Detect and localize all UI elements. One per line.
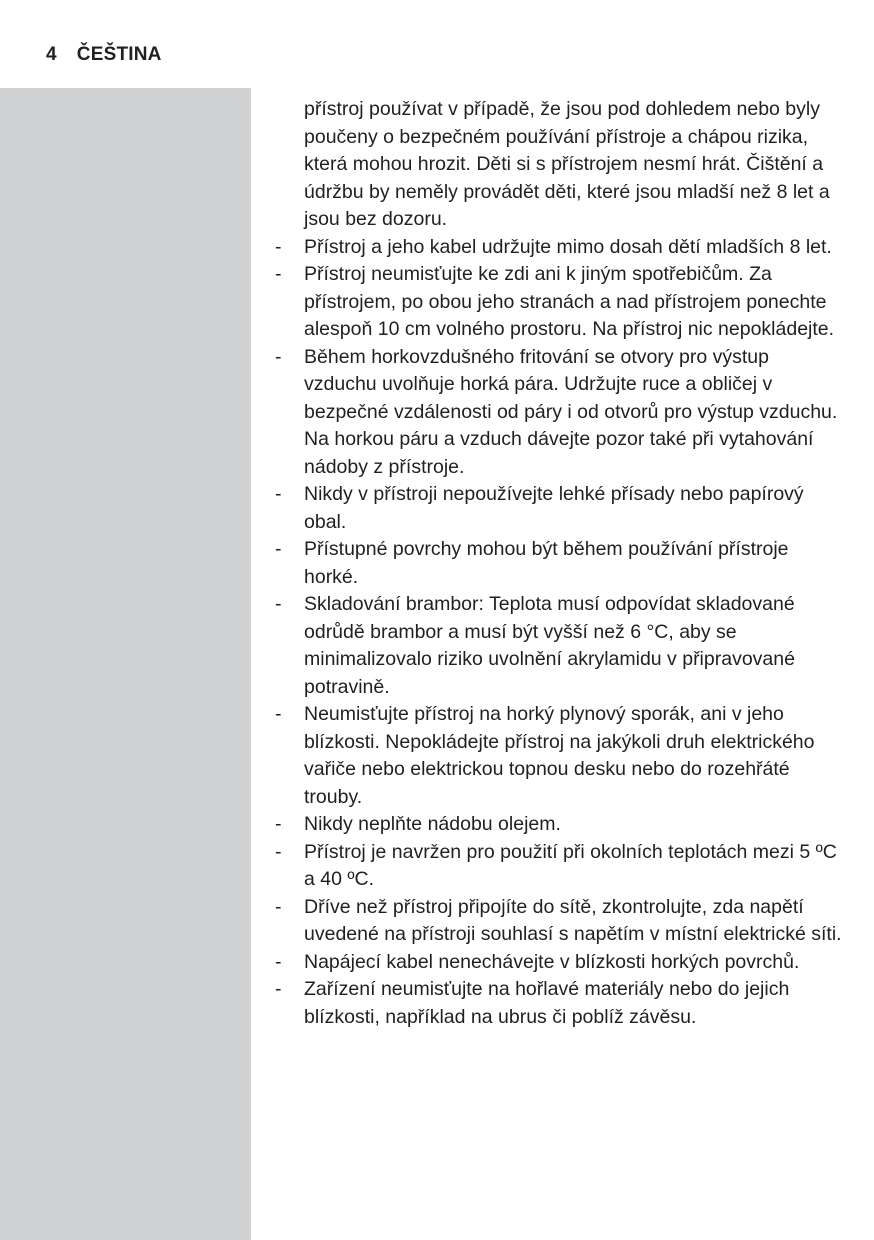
list-item-text: Přístroj neumisťujte ke zdi ani k jiným spotřebičům. Za přístrojem, po obou jeho stranách a nad přístrojem ponechte alespoň 10 cm volného prostoru. Na přístroj nic nepokládejte. [304, 263, 835, 340]
list-item [275, 811, 845, 839]
list-item-text: Dříve než přístroj připojíte do sítě, zkontrolujte, zda napětí uvedené na přístroji souhlasí s napětím v místní elektrické síti. [304, 895, 842, 945]
side-margin-band [0, 88, 251, 1240]
bullet-dash: - [275, 345, 282, 368]
list-item-text: Přístroj a jeho kabel udržujte mimo dosah dětí mladších 8 let. [304, 235, 832, 258]
bullet-dash: - [275, 978, 282, 1000]
list-item-text: Napájecí kabel nenechávejte v blízkosti horkých povrchů. [304, 950, 800, 973]
list-item [275, 261, 845, 344]
list-item-text: Skladování brambor: Teplota musí odpovídat skladované odrůdě brambor a musí být vyšší než 6 °C, aby se minimalizovalo riziko uvolnění akrylamidu v připravované potravině. [304, 593, 795, 698]
section-title: ČEŠTINA [76, 44, 162, 65]
bullet-dash: - [275, 593, 282, 615]
bullet-dash: - [275, 263, 282, 285]
list-item-text: Přístroj je navržen pro použití při okolních teplotách mezi 5 ºC a 40 ºC. [304, 840, 837, 890]
list-item [275, 591, 845, 701]
list-item [275, 839, 845, 894]
bullet-dash: - [275, 813, 282, 835]
bullet-dash: - [275, 703, 282, 725]
safety-bullet-list [275, 234, 845, 1032]
list-item-text: Zařízení neumisťujte na hořlavé materiály nebo do jejich blízkosti, například na ubrus či poblíž závěsu. [304, 978, 790, 1028]
list-item-text: Neumisťujte přístroj na horký plynový sporák, ani v jeho blízkosti. Nepokládejte přístroj na jakýkoli druh elektrického vařiče nebo elektrickou topnou desku nebo do rozehřáté trouby. [304, 703, 815, 808]
list-item-text: Během horkovzdušného fritování se otvory pro výstup vzduchu uvolňuje horká pára. Udržujte ruce a obličej v bezpečné vzdálenosti od páry i od otvorů pro výstup vzduchu. Na horkou páru a vzduch dávejte pozor také při vytahování nádoby z přístroje. [304, 345, 838, 478]
bullet-dash: - [275, 483, 282, 505]
safety-text [275, 96, 845, 1031]
bullet-dash: - [275, 895, 282, 918]
page-number: 4 [46, 44, 57, 65]
bullet-dash: - [275, 950, 282, 973]
bullet-dash: - [275, 840, 282, 863]
list-item-text: Nikdy neplňte nádobu olejem. [304, 813, 561, 835]
list-item [275, 976, 845, 1031]
list-item [275, 536, 845, 591]
bullet-dash: - [275, 235, 282, 258]
list-item [275, 344, 845, 482]
list-item [275, 949, 845, 977]
list-item [275, 894, 845, 949]
list-item-text: Nikdy v přístroji nepoužívejte lehké přísady nebo papírový obal. [304, 483, 804, 533]
continued-paragraph: přístroj používat v případě, že jsou pod dohledem nebo byly poučeny o bezpečném používání přístroje a chápou rizika, která mohou hrozit. Děti si s přístrojem nesmí hrát. Čištění a údržbu by neměly provádět děti, které jsou mladší než 8 let a jsou bez dozoru. [304, 98, 830, 230]
bullet-dash: - [275, 538, 282, 560]
list-item-text: Přístupné povrchy mohou být během používání přístroje horké. [304, 538, 789, 588]
list-item [275, 481, 845, 536]
list-item [275, 234, 845, 262]
list-item [275, 701, 845, 811]
page-header [46, 40, 162, 70]
